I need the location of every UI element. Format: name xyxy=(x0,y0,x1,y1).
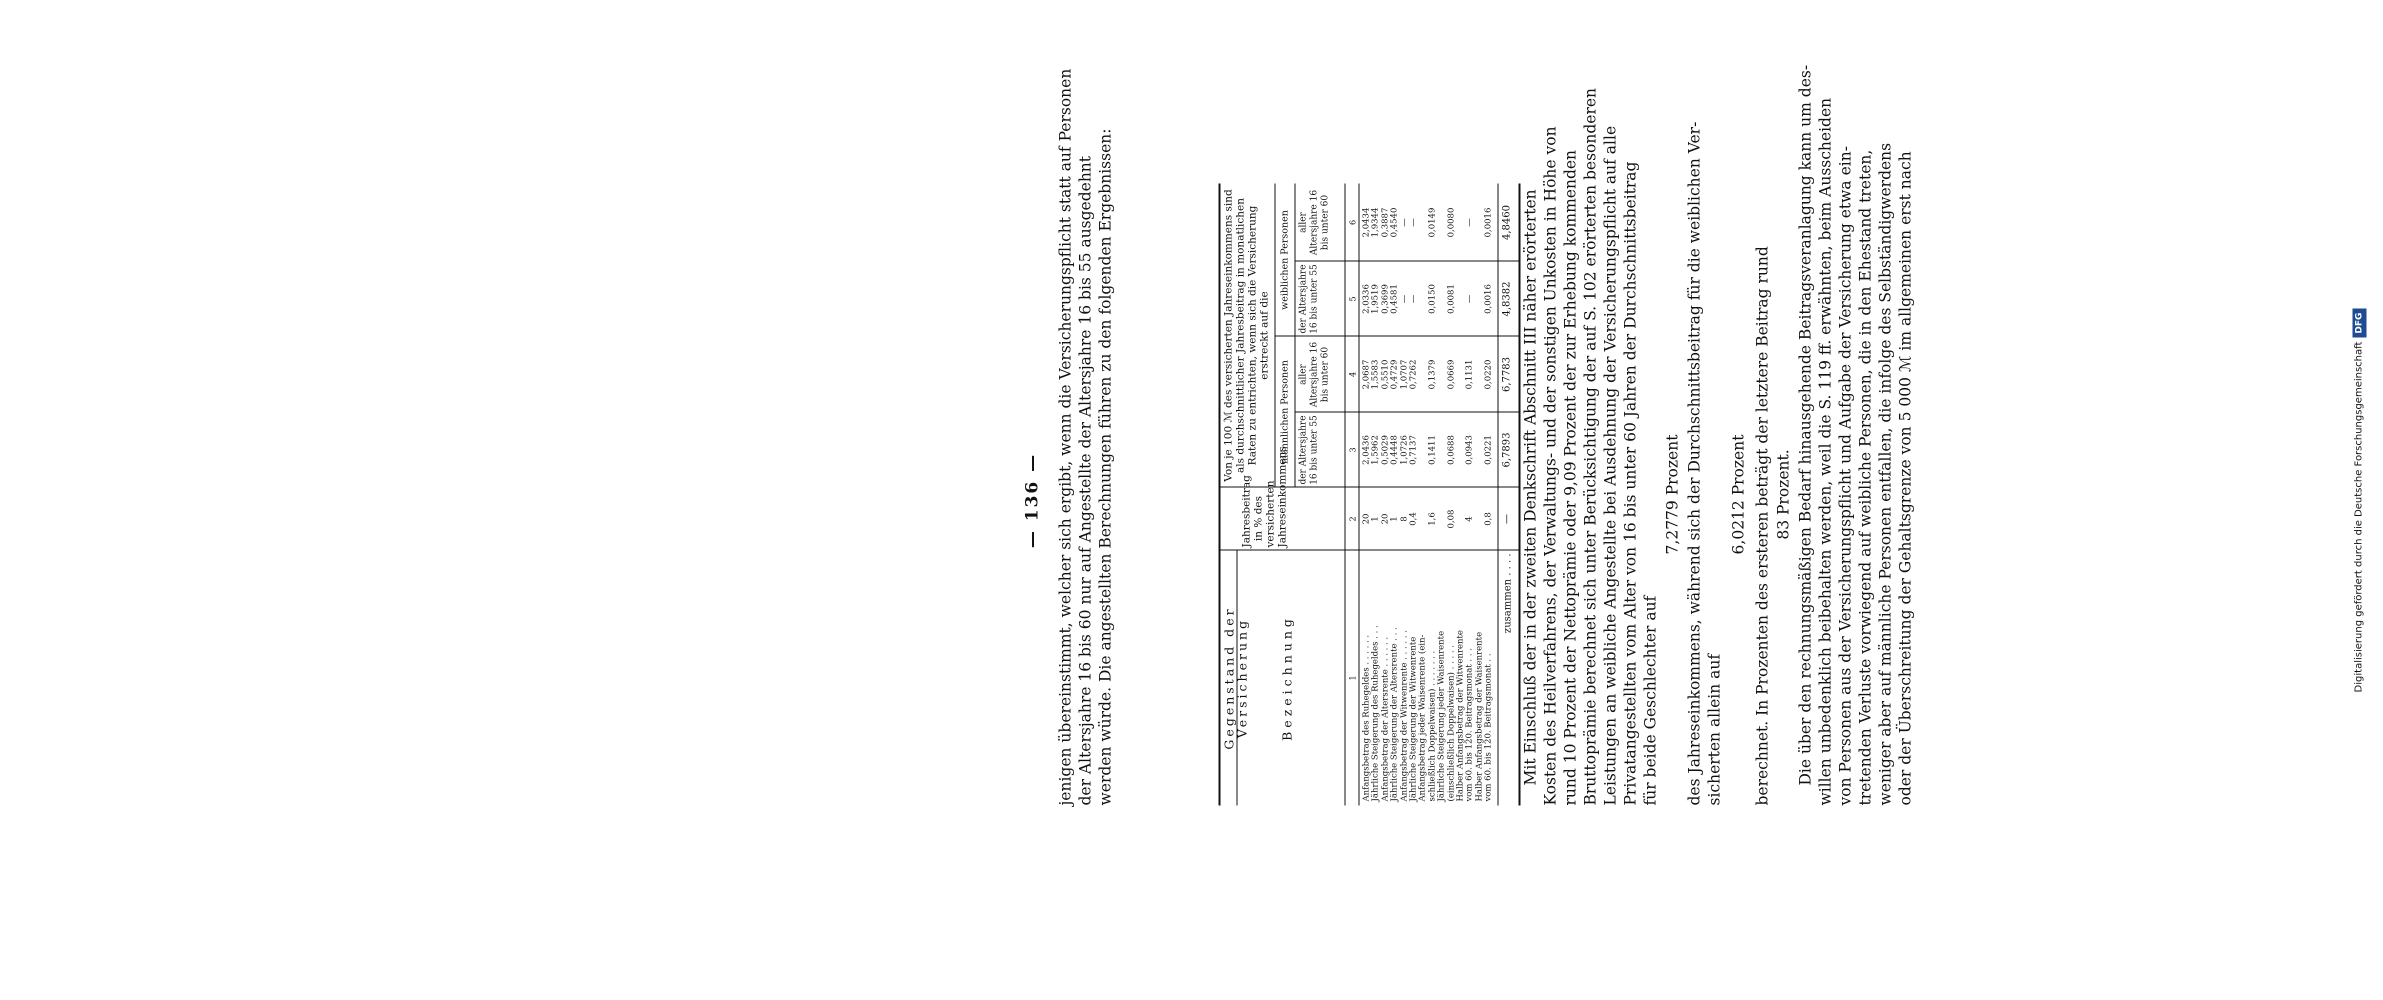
table-cell-percent: 1,6 xyxy=(1426,511,1437,526)
table-cell-value: 1,0707 xyxy=(1398,359,1409,389)
col-number: 2 xyxy=(1348,515,1357,522)
table-cell-value: 0,0016 xyxy=(1483,207,1494,237)
table-cell-value: 0,3699 xyxy=(1379,283,1390,314)
table-cell-value: 0,0688 xyxy=(1445,434,1456,465)
table-total-percent: — xyxy=(1501,513,1512,524)
body-text-line: des Jahreseinkommens, während sich der Durchschnittsbeitrag für die weiblichen Ver- xyxy=(1685,121,1703,805)
table-cell-value: 0,0943 xyxy=(1464,434,1475,465)
body-text-line: Bruttoprämie berechnet sich unter Berücksichtigung der auf S. 102 erörterten besonderen xyxy=(1581,87,1599,805)
body-text-line: willen unbedenklich beibehalten werden, weil die S. 119 ff. erwähnten, beim Ausscheiden xyxy=(1816,97,1834,805)
body-text-line: Kosten des Heilverfahrens, der Verwaltungs- und der sonstigen Unkosten in Höhe von xyxy=(1541,125,1559,805)
table-cell-value: 2,0336 xyxy=(1361,283,1371,314)
table-col-header: Bezeichnung xyxy=(1279,614,1294,741)
body-text-line: Leistungen an weibliche Angestellte bei Ausdehnung der Versicherungspflicht auf alle xyxy=(1601,125,1619,805)
body-text-line: Die über den rechnungsmäßigen Bedarf hinausgehende Beitragsveranlagung kann um des- xyxy=(1796,64,1814,785)
table-cell-value: 0,4540 xyxy=(1389,207,1400,237)
table-cell-value: — xyxy=(1398,294,1409,303)
table-sub-header: der Altersjahre 16 bis unter 55 xyxy=(1298,414,1319,485)
table-row-label: Anfangsbetrag der Altersrente . . . . . . xyxy=(1379,636,1390,801)
footer-attribution xyxy=(2352,8,2380,992)
table-cell-value: 1,9519 xyxy=(1370,283,1381,314)
table-group-header: weiblichen Personen xyxy=(1279,209,1290,310)
table-cell-value: — xyxy=(1464,294,1475,303)
table-total-value: 6,7893 xyxy=(1501,432,1512,467)
table-cell-value: 0,0149 xyxy=(1426,207,1437,237)
table-cell-value: 0,7137 xyxy=(1408,434,1418,465)
table-cell-value: 0,0220 xyxy=(1483,359,1494,389)
attribution-text: Digitalisierung gefördert durch die Deutsche Forschungsgemeinschaft xyxy=(2353,341,2364,692)
table-cell-value: 2,0687 xyxy=(1361,359,1371,389)
col-number: 4 xyxy=(1348,371,1357,377)
table-row-label: Jährliche Steigerung des Ruhegeldes . . . xyxy=(1370,624,1381,801)
table-row-label: vom 60. bis 120. Beitragsmonat . . . xyxy=(1464,647,1475,801)
col-number: 3 xyxy=(1348,446,1357,453)
table-cell-value: 0,0081 xyxy=(1445,283,1456,314)
table-cell-value: 1,5583 xyxy=(1370,359,1381,389)
table-cell-value: — xyxy=(1398,217,1409,227)
table-row-label: Halber Anfangsbetrag der Waisenrente xyxy=(1473,631,1484,801)
table-cell-value: 2,0434 xyxy=(1361,207,1371,237)
table-cell-value: 0,0150 xyxy=(1426,283,1437,314)
formula-line: 6,0212 Prozent xyxy=(1729,434,1747,554)
table-row-label: Jährliche Steigerung der Altersrente . . . xyxy=(1389,626,1400,801)
table-sub-header: der Altersjahre 16 bis unter 55 xyxy=(1298,263,1319,334)
body-text-line: tretenden Verluste vorwiegend auf weibliche Personen, die in den Ehestand treten, xyxy=(1856,149,1874,805)
body-text-line: berechnet. In Prozenten des ersteren beträgt der letztere Beitrag rund xyxy=(1753,245,1771,805)
body-text-line: werden würde. Die angestellten Berechnungen führen zu den folgenden Ergebnissen: xyxy=(1096,128,1114,805)
table-cell-value: 0,1379 xyxy=(1426,359,1437,389)
table-total-value: 4,8382 xyxy=(1501,281,1512,316)
table-cell-percent: 1 xyxy=(1389,515,1400,522)
col-number: 6 xyxy=(1348,219,1357,225)
table-total-value: 6,7783 xyxy=(1501,356,1512,392)
formula-line: 83 Prozent. xyxy=(1774,448,1792,540)
table-row-label: Anfangsbetrag der Witwenrente . . . . . . xyxy=(1398,629,1409,801)
col-number: 1 xyxy=(1348,674,1357,681)
body-text-line: Mit Einschluß der in der zweiten Denkschrift Abschnitt III näher erörterten xyxy=(1521,188,1539,785)
table-group-header: männlichen Personen xyxy=(1279,359,1290,464)
table-cell-value: 0,1131 xyxy=(1464,359,1475,389)
table-cell-percent: 0,8 xyxy=(1483,511,1494,526)
table-cell-value: 0,5510 xyxy=(1379,359,1390,389)
table-cell-value: 2,0436 xyxy=(1361,434,1371,465)
table-span-header: Von je 100 ℳ des versicherten Jahreseinkommens sind als durchschnittlicher Jahresbeitrag in monatlichen Raten zu entrichten, wenn sich die Versicherung erstreckt auf die xyxy=(1222,188,1270,482)
table-row-label: schließlich Doppelwaisen) . . . . . . . xyxy=(1426,650,1437,801)
table-cell-value: 0,0669 xyxy=(1445,359,1456,389)
table-cell-value: 1,9344 xyxy=(1370,207,1381,237)
table-row-label: Jährliche Steigerung der Witwenrente xyxy=(1408,636,1418,801)
table-row-label: Jährliche Steigerung jeder Waisenrente xyxy=(1436,630,1447,801)
table-row-label: Anfangsbetrag des Ruhegeldes . . . . . . xyxy=(1361,634,1371,801)
contribution-table xyxy=(1218,183,1520,805)
table-cell-percent: 20 xyxy=(1361,513,1371,524)
dfg-logo: DFG xyxy=(2352,308,2366,337)
table-cell-value: — xyxy=(1408,217,1418,227)
table-cell-value: 0,4448 xyxy=(1389,434,1400,465)
table-cell-value: 0,3887 xyxy=(1379,207,1390,237)
table-cell-percent: 8 xyxy=(1398,515,1409,522)
table-cell-value: — xyxy=(1408,294,1418,303)
table-cell-value: 0,0016 xyxy=(1483,283,1494,314)
table-total-value: 4,8460 xyxy=(1501,204,1512,240)
table-cell-percent: 20 xyxy=(1379,513,1390,524)
table-cell-value: — xyxy=(1464,217,1475,227)
body-text-line: für beide Geschlechter auf xyxy=(1641,595,1659,805)
table-row-label: (einschließlich Doppelwaisen) . . . . . xyxy=(1445,644,1456,801)
col-number: 5 xyxy=(1348,295,1357,302)
table-cell-value: 0,1411 xyxy=(1426,434,1437,465)
page-number: — 136 — xyxy=(1022,452,1042,548)
body-text-line: jenigen übereinstimmt, welcher sich ergibt, wenn die Versicherungspflicht statt auf Personen xyxy=(1056,68,1074,805)
table-cell-percent: 0,4 xyxy=(1408,511,1418,526)
table-row-label: vom 60. bis 120. Beitragsmonat . . xyxy=(1483,652,1494,801)
table-row-label: Anfangsbetrag jeder Waisenrente (ein- xyxy=(1417,634,1428,801)
table-cell-value: 1,0726 xyxy=(1398,434,1409,465)
body-text-line: oder der Überschreitung der Gehaltsgrenze von 5 000 ℳ im allgemeinen erst nach xyxy=(1896,150,1914,805)
body-text-line: der Altersjahre 16 bis 60 nur auf Angestellte der Altersjahre 16 bis 55 ausgedehnt xyxy=(1076,155,1094,805)
table-cell-value: 0,4581 xyxy=(1389,283,1400,314)
table-cell-value: 0,0080 xyxy=(1445,207,1456,237)
body-text-line: von Personen aus der Versicherungspflicht und Aufgabe der Versicherung etwa ein- xyxy=(1836,145,1854,805)
table-cell-value: 0,7262 xyxy=(1408,359,1418,389)
table-sub-header: aller Altersjahre 16 bis unter 60 xyxy=(1298,189,1330,255)
table-total-label: zusammen . . . . xyxy=(1502,553,1513,633)
page-content xyxy=(1000,0,2383,1000)
formula-line: 7,2779 Prozent xyxy=(1663,434,1681,554)
table-cell-percent: 0,08 xyxy=(1445,509,1456,528)
table-cell-value: 0,0221 xyxy=(1483,434,1494,465)
body-text-line: sicherten allein auf xyxy=(1705,653,1723,805)
body-text-line: rund 10 Prozent der Nettoprämie oder 9,09 Prozent der zur Erhebung kommenden xyxy=(1561,149,1579,805)
body-text-line: weniger aber auf männliche Personen entfallen, die infolge des Selbständigwerdens xyxy=(1876,142,1894,805)
table-group-header: Gegenstand der Versicherung xyxy=(1221,605,1249,750)
table-cell-percent: 1 xyxy=(1370,515,1381,522)
body-text-line: Privatangestellten vom Alter von 16 bis unter 60 Jahren der Durchschnittsbeitrag xyxy=(1621,161,1639,805)
table-cell-percent: 4 xyxy=(1464,515,1475,522)
table-cell-value: 1,5962 xyxy=(1370,434,1381,465)
table-col-header: Jahresbeitrag in % des versicherten Jahreseinkommens xyxy=(1240,445,1288,547)
table-sub-header: aller Altersjahre 16 bis unter 60 xyxy=(1298,341,1330,407)
table-cell-value: 0,4729 xyxy=(1389,359,1400,389)
table-row-label: Halber Anfangsbetrag der Witwenrente xyxy=(1455,629,1465,801)
table-cell-value: 0,5029 xyxy=(1379,434,1390,465)
